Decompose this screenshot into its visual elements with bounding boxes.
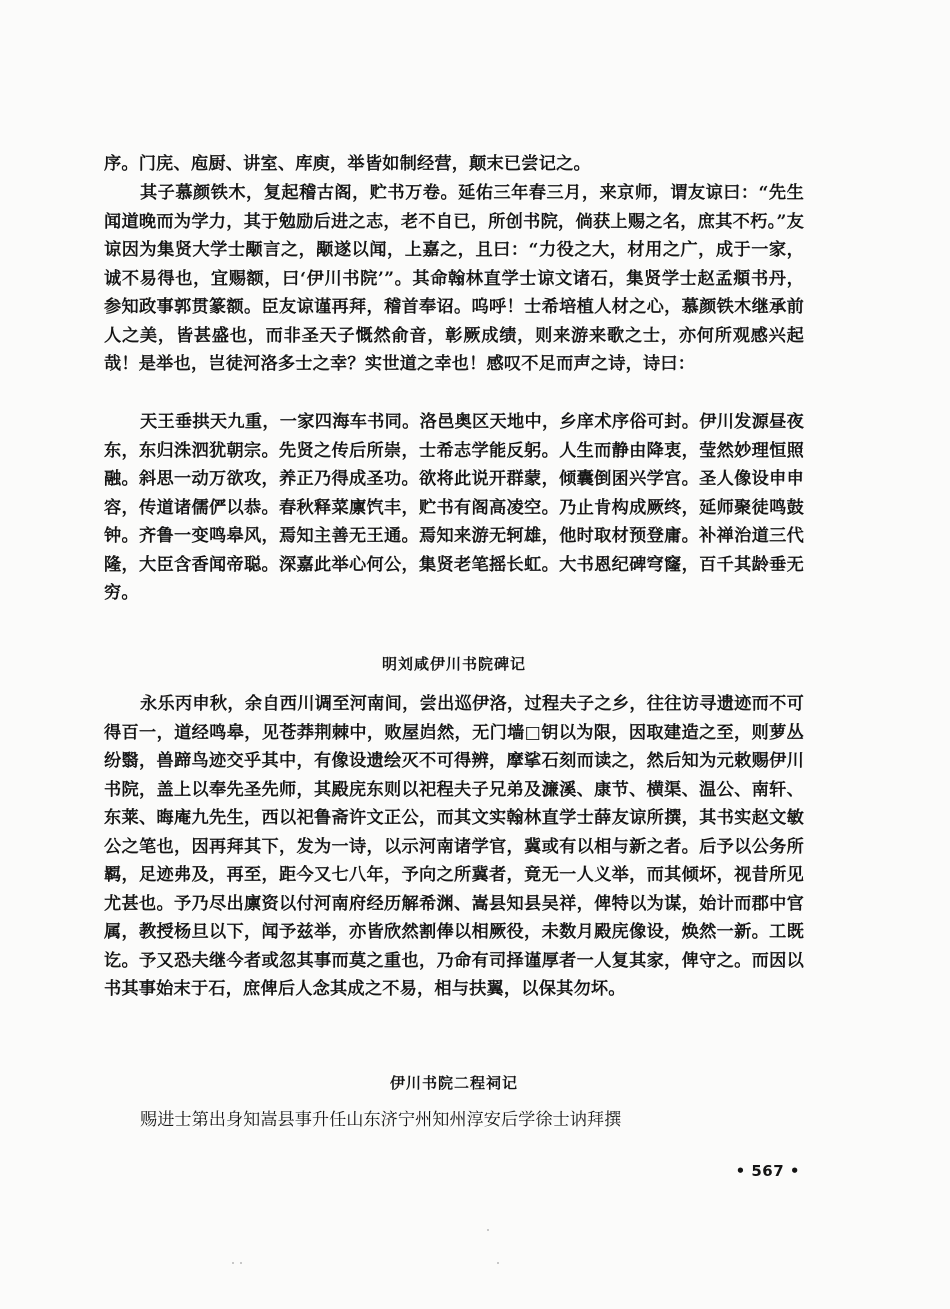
scan-speck	[232, 1262, 234, 1264]
paragraph-liu-xian-stele-body: 永乐丙申秋，余自西川调至河南间，尝出巡伊洛，过程夫子之乡，往往访寻遗迹而不可得百一，道经鸣皋，见苍莽荆棘中，败屋岿然，无门墙□钥以为限，因取建造之至，则萝丛纷翳，兽蹄鸟迹交乎其中，有像设遗绘灭不可得辨，摩挲石刻而读之，然后知为元敕赐伊川书院，盖上以奉先圣先师，其殿庑东则以祀程夫子兄弟及濂溪、康节、横渠、温公、南轩、东莱、晦庵九先生，西以祀鲁斋许文正公，而其文实翰林直学士薛友谅所撰，其书实赵文敏公之笔也，因再拜其下，发为一诗，以示河南诸学官，冀或有以相与新之者。后予以公务所羁，足迹弗及，再至，距今又七八年，予向之所冀者，竟无一人义举，而其倾坏，视昔所见尤甚也。予乃尽出廪资以付河南府经历解希渊、嵩县知县吴祥，俾特以为谋，始计而郡中官属，教授杨旦以下，闻予兹举，亦皆欣然割俸以相厥役，未数月殿庑像设，焕然一新。工既讫。予又恐夫继今者或忽其事而莫之重也，乃命有司择谨厚者一人复其家，俾守之。而因以书其事始末于石，庶俾后人念其成之不易，相与扶翼，以保其勿坏。	[104, 694, 804, 999]
scan-speck	[487, 1229, 489, 1231]
scan-speck	[497, 1262, 499, 1264]
paragraph-poem: 天王垂拱天九重，一家四海车书同。洛邑奥区天地中，乡庠术序俗可封。伊川发源昼夜东，东归洙泗犹朝宗。先贤之传后所崇，士希志学能反躬。人生而静由降衷，莹然妙理恒照融。斜思一动万欲攻，养正乃得成圣功。欲将此说开群蒙，倾囊倒囷兴学宫。圣人像设申申容，传道诸儒俨以恭。春秋释菜廪饩丰，贮书有阁高凌空。乃止肯构成厥终，延师聚徒鸣鼓钟。齐鲁一变鸣皋风，焉知主善无王通。焉知来游无轲雄，他时取材预登庸。补禅治道三代隆，大臣含香闻帝聪。深嘉此举心何公，集贤老笔摇长虹。大书恩纪碑穹窿，百千其龄垂无穷。	[104, 412, 804, 603]
page-number: • 567 •	[735, 1162, 800, 1180]
section-title-ercheng-shrine: 伊川书院二程祠记	[389, 1074, 518, 1092]
author-byline: 赐进士第出身知嵩县事升任山东济宁州知州淳安后学徐士讷拜撰	[140, 1110, 622, 1130]
section-title-liu-xian-stele: 明刘咸伊川书院碑记	[381, 655, 526, 673]
paragraph-youliang-record: 其子慕颜铁木，复起稽古阁，贮书万卷。延佑三年春三月，来京师，谓友谅曰：“先生闻道晚而为学力，其于勉励后进之志，老不自已，所创书院，倘获上赐之名，庶其不朽。”友谅因为集贤大学士颙言之，颙遂以闻，上嘉之，且曰：“力役之大，材用之广，成于一家，诚不易得也，宜赐额，曰‘伊川书院’”。其命翰林直学士谅文诸石，集贤学士赵孟頫书丹，参知政事郭贯篆额。臣友谅谨再拜，稽首奉诏。呜呼！士希培植人材之心，慕颜铁木继承前人之美，皆甚盛也，而非圣天子慨然俞音，彰厥成绩，则来游来歌之士，亦何所观感兴起哉！是举也，岂徒河洛多士之幸？实世道之幸也！感叹不足而声之诗，诗曰：	[104, 183, 804, 374]
scan-speck	[240, 1262, 242, 1264]
paragraph-continuation: 序。门庑、庖厨、讲室、库庾，举皆如制经营，颠末已尝记之。	[104, 154, 591, 174]
